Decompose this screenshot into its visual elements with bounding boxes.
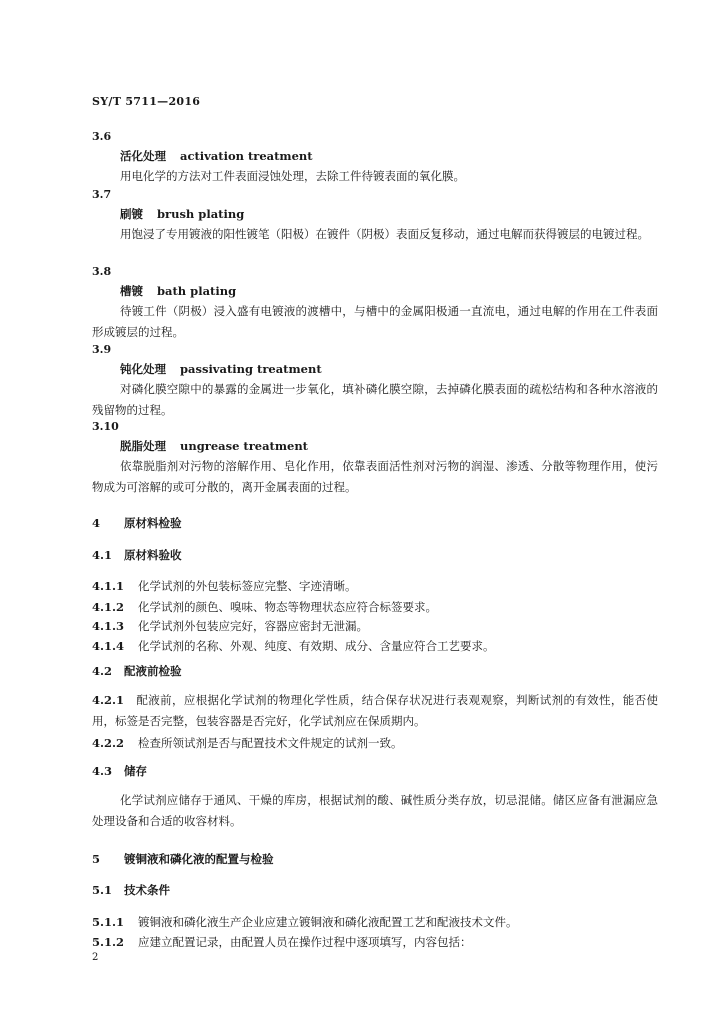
term-number: 3.6	[92, 130, 112, 143]
clause	[92, 914, 518, 930]
section-number: 4.3	[92, 764, 113, 778]
clause-number: 5.1.1	[92, 915, 125, 929]
clause-number: 5.1.2	[92, 935, 125, 949]
term-number: 3.9	[92, 343, 112, 356]
section-heading	[92, 515, 182, 531]
term-number: 3.10	[92, 420, 119, 433]
clause-number: 4.1.3	[92, 619, 125, 633]
page-number: 2	[92, 952, 99, 963]
term-definition: 用饱浸了专用镀液的阳性镀笔（阳极）在镀件（阴极）表面反复移动，通过电解而获得镀层的电镀过程。	[120, 227, 649, 241]
term-en: bath plating	[157, 284, 237, 298]
term-en: brush plating	[157, 207, 245, 221]
clause	[92, 690, 658, 732]
term-title	[120, 361, 322, 377]
section-title: 配液前检验	[124, 664, 182, 678]
clause	[92, 638, 495, 654]
clause-text: 检查所领试剂是否与配置技术文件规定的试剂一致。	[138, 736, 403, 750]
subsection-heading	[92, 763, 147, 779]
term-definition: 待镀工件（阴极）浸入盛有电镀液的渡槽中，与槽中的金属阳极通一直流电，通过电解的作用在工件表面形成镀层的过程。	[92, 304, 658, 339]
term-title	[120, 206, 244, 222]
clause	[92, 618, 368, 634]
storage-paragraph: 化学试剂应储存于通风、干燥的库房，根据试剂的酸、碱性质分类存放，切忌混储。储区应备有泄漏应急处理设备和合适的收容材料。	[92, 793, 658, 828]
clause-text: 应建立配置记录，由配置人员在操作过程中逐项填写，内容包括：	[138, 935, 472, 949]
section-title: 技术条件	[124, 883, 170, 897]
subsection-heading	[92, 663, 182, 679]
term-title	[120, 283, 236, 299]
clause-text: 化学试剂的颜色、嗅味、物态等物理状态应符合标签要求。	[138, 600, 437, 614]
term-en: activation treatment	[180, 149, 313, 163]
term-zh: 活化处理	[120, 149, 166, 163]
term-en: passivating treatment	[180, 362, 322, 376]
section-title: 镀铜液和磷化液的配置与检验	[124, 852, 274, 866]
clause-text: 镀铜液和磷化液生产企业应建立镀铜液和磷化液配置工艺和配液技术文件。	[138, 915, 518, 929]
section-number: 4.2	[92, 664, 113, 678]
clause-text: 配液前，应根据化学试剂的物理化学性质，结合保存状况进行表观观察，判断试剂的有效性，能否使用，标签是否完整，包装容器是否完好，化学试剂应在保质期内。	[92, 693, 658, 728]
term-definition: 对磷化膜空隙中的暴露的金属进一步氧化，填补磷化膜空隙，去掉磷化膜表面的疏松结构和各种水溶液的残留物的过程。	[92, 382, 658, 417]
clause	[92, 599, 437, 615]
term-title	[120, 438, 308, 454]
section-title: 原材料验收	[124, 548, 182, 562]
term-zh: 槽镀	[120, 284, 143, 298]
clause-number: 4.2.1	[92, 693, 125, 707]
term-number: 3.7	[92, 188, 112, 201]
subsection-heading	[92, 547, 182, 563]
standard-code-header: SY/T 5711—2016	[92, 95, 201, 108]
section-number: 5	[92, 852, 101, 866]
term-definition: 依靠脱脂剂对污物的溶解作用、皂化作用，依靠表面活性剂对污物的润湿、渗透、分散等物理作用，使污物成为可溶解的或可分散的，离开金属表面的过程。	[92, 459, 658, 494]
term-definition: 用电化学的方法对工件表面浸蚀处理，去除工件待镀表面的氧化膜。	[120, 169, 465, 183]
term-title	[120, 148, 313, 164]
section-number: 4.1	[92, 548, 113, 562]
clause-number: 4.1.4	[92, 639, 125, 653]
clause-number: 4.1.1	[92, 579, 125, 593]
term-zh: 钝化处理	[120, 362, 166, 376]
term-zh: 刷镀	[120, 207, 143, 221]
section-title: 原材料检验	[124, 516, 182, 530]
section-title: 储存	[124, 764, 147, 778]
clause-number: 4.2.2	[92, 736, 125, 750]
clause-text: 化学试剂外包装应完好，容器应密封无泄漏。	[138, 619, 368, 633]
clause-number: 4.1.2	[92, 600, 125, 614]
section-number: 4	[92, 516, 101, 530]
subsection-heading	[92, 882, 170, 898]
clause-text: 化学试剂的外包装标签应完整、字迹清晰。	[138, 579, 357, 593]
clause	[92, 735, 403, 751]
term-number: 3.8	[92, 265, 112, 278]
term-en: ungrease treatment	[180, 439, 308, 453]
clause-text: 化学试剂的名称、外观、纯度、有效期、成分、含量应符合工艺要求。	[138, 639, 495, 653]
section-number: 5.1	[92, 883, 113, 897]
term-zh: 脱脂处理	[120, 439, 166, 453]
clause	[92, 934, 472, 950]
section-heading	[92, 851, 274, 867]
clause	[92, 578, 357, 594]
